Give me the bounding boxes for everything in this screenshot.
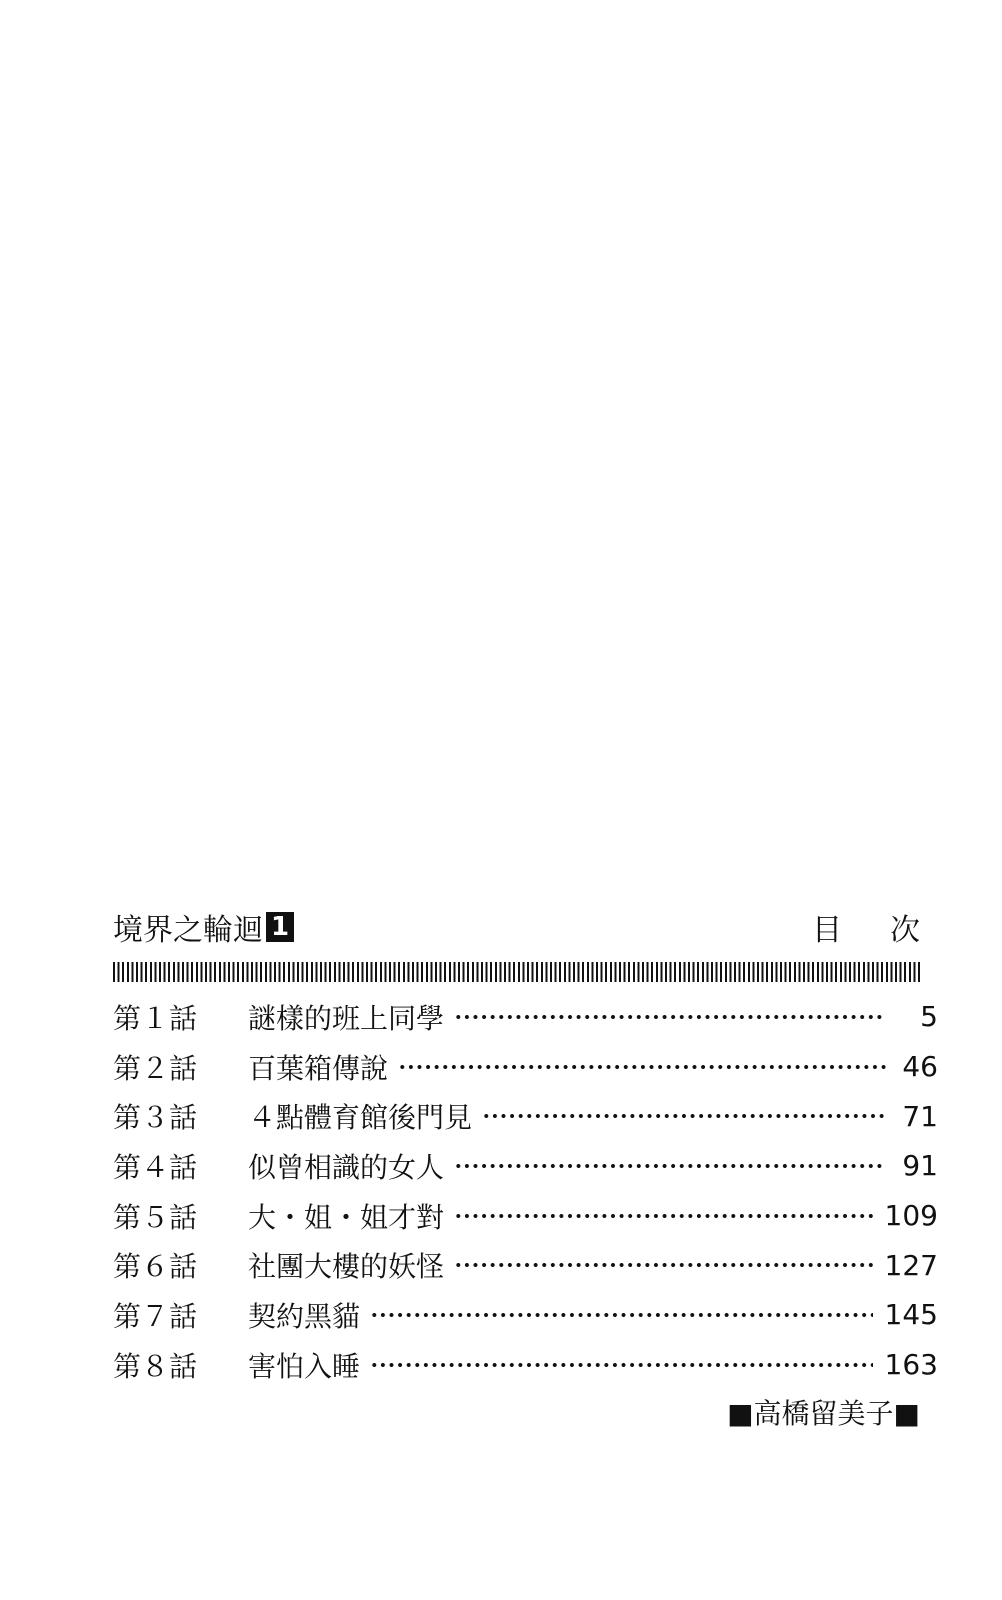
dot-leader bbox=[370, 1312, 873, 1318]
series-name: 境界之輪迴 bbox=[113, 913, 263, 948]
chapter-row[interactable] bbox=[113, 1141, 938, 1191]
dot-leader bbox=[454, 1213, 873, 1219]
chapter-title: 契約黑貓 bbox=[248, 1299, 361, 1333]
dot-leader bbox=[482, 1113, 886, 1119]
chapter-list bbox=[113, 992, 938, 1390]
dot-leader bbox=[454, 1014, 886, 1020]
dot-leader bbox=[370, 1362, 873, 1368]
dot-leader bbox=[454, 1163, 886, 1169]
page-number: 163 bbox=[884, 1348, 938, 1382]
chapter-title: 百葉箱傳說 bbox=[248, 1051, 389, 1085]
chapter-title: 似曾相識的女人 bbox=[248, 1150, 445, 1184]
chapter-number: 第１話 bbox=[113, 1001, 198, 1035]
page-number: 46 bbox=[902, 1050, 938, 1084]
dot-leader bbox=[398, 1064, 886, 1070]
barcode-divider bbox=[113, 962, 920, 982]
chapter-row[interactable] bbox=[113, 1240, 938, 1290]
page-number: 71 bbox=[902, 1099, 938, 1133]
page-number: 127 bbox=[884, 1248, 938, 1282]
series-title bbox=[113, 905, 294, 949]
author-name: ■高橋留美子■ bbox=[727, 1397, 920, 1430]
chapter-number: 第７話 bbox=[113, 1299, 198, 1333]
chapter-title: 害怕入睡 bbox=[248, 1349, 361, 1383]
chapter-number: 第４話 bbox=[113, 1150, 198, 1184]
chapter-row[interactable] bbox=[113, 1042, 938, 1092]
chapter-number: 第６話 bbox=[113, 1250, 198, 1284]
chapter-row[interactable] bbox=[113, 1340, 938, 1390]
chapter-row[interactable] bbox=[113, 992, 938, 1042]
chapter-number: 第３話 bbox=[113, 1101, 198, 1135]
chapter-number: 第８話 bbox=[113, 1349, 198, 1383]
chapter-title: ４點體育館後門見 bbox=[248, 1101, 473, 1135]
chapter-number: 第５話 bbox=[113, 1200, 198, 1234]
page-number: 109 bbox=[884, 1199, 938, 1233]
toc-header bbox=[113, 905, 968, 949]
chapter-title: 謎樣的班上同學 bbox=[248, 1001, 445, 1035]
chapter-title: 大・姐・姐才對 bbox=[248, 1200, 445, 1234]
chapter-row[interactable] bbox=[113, 1290, 938, 1340]
toc-title: 目次 bbox=[812, 913, 968, 948]
chapter-row[interactable] bbox=[113, 1191, 938, 1241]
page-number: 5 bbox=[920, 1000, 938, 1034]
page-number: 91 bbox=[902, 1149, 938, 1183]
chapter-row[interactable] bbox=[113, 1091, 938, 1141]
dot-leader bbox=[454, 1262, 873, 1268]
chapter-number: 第２話 bbox=[113, 1051, 198, 1085]
chapter-title: 社團大樓的妖怪 bbox=[248, 1250, 445, 1284]
volume-badge: 1 bbox=[266, 912, 294, 942]
page-number: 145 bbox=[884, 1298, 938, 1332]
